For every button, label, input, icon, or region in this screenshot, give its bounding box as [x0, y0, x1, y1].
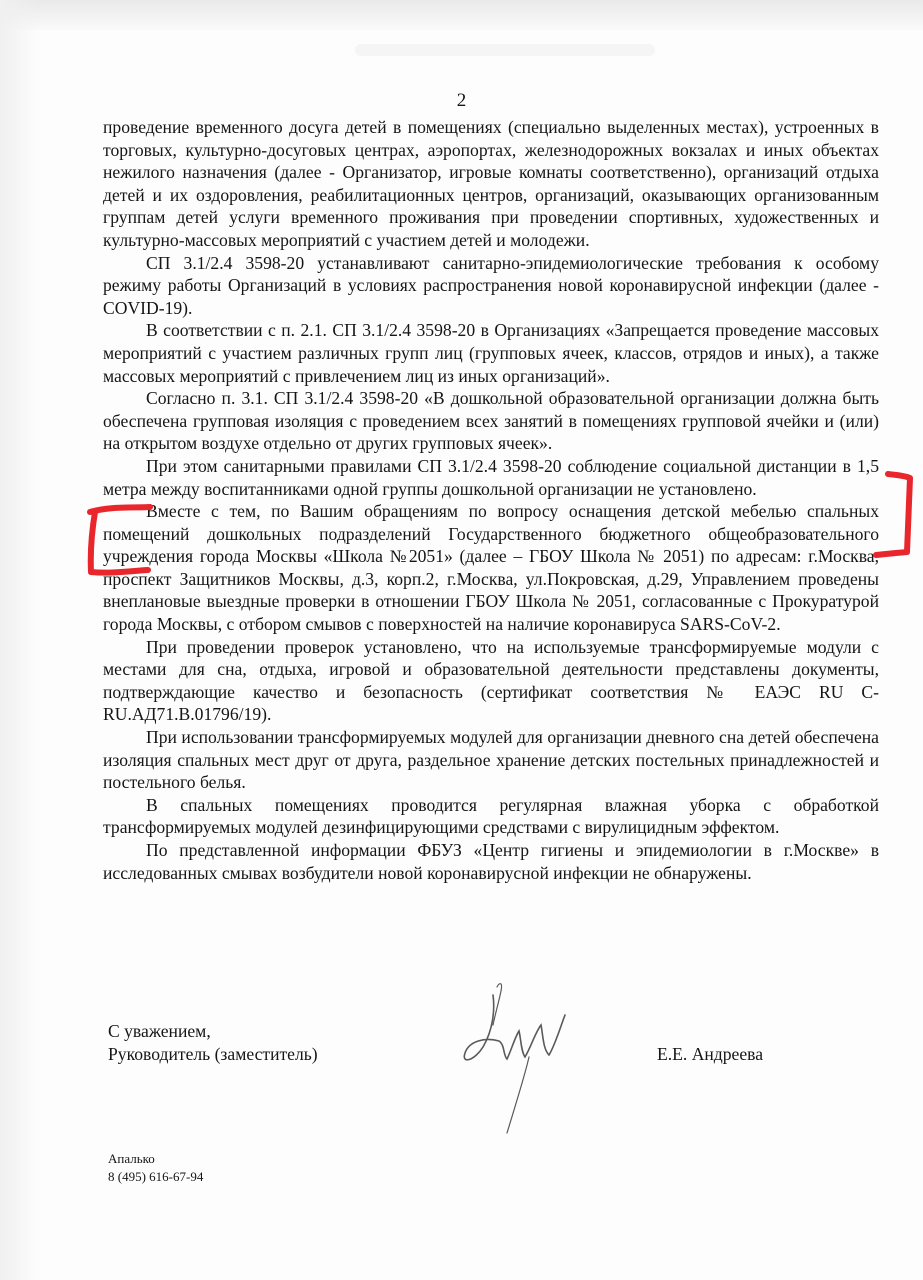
paragraph-6: Вместе с тем, по Вашим обращениям по вопросу оснащения детской мебелью спальных помещений дошкольных подразделений Государственного бюджетного общеобразовательного учреждения города Москвы «Школа №2051» (далее – ГБОУ Школа № 2051) по адресам: г.Москва, проспект Защитников Москвы, д.3, корп.2, г.Москва, ул.Покровская, д.29, Управлением проведены внеплановые выездные проверки в отношении ГБОУ Школа № 2051, согласованные с Прокуратурой города Москвы, с отбором смывов с поверхностей на наличие коронавируса SARS-CoV-2.	[103, 501, 879, 635]
scan-top-edge	[0, 0, 923, 30]
executor-phone: 8 (495) 616-67-94	[108, 1169, 204, 1184]
paragraph-4: Согласно п. 3.1. СП 3.1/2.4 3598-20 «В дошкольной образовательной организации должна быть обеспечена групповая изоляция с проведением всех занятий в помещениях групповой ячейки и (или) на открытом воздухе отдельно от других групповых ячеек».	[103, 388, 879, 454]
signer-name: Е.Е. Андреева	[657, 1044, 764, 1064]
paragraph-3: В соответствии с п. 2.1. СП 3.1/2.4 3598-20 в Организациях «Запрещается проведение массовых мероприятий с участием различных групп лиц (групповых ячеек, классов, отрядов и иных), а также массовых мероприятий с привлечением лиц из иных организаций».	[103, 320, 879, 386]
executor-name: Апалько	[108, 1151, 155, 1166]
handwritten-signature	[455, 975, 585, 1140]
closing-phrase: С уважением,	[108, 1021, 211, 1041]
executor-info	[108, 1150, 203, 1186]
paragraph-10: По представленной информации ФБУЗ «Центр гигиены и эпидемиологии в г.Москве» в исследованных смывах возбудители новой коронавирусной инфекции не обнаружены.	[103, 840, 879, 883]
faint-header-bleed	[355, 44, 655, 56]
signer-position: Руководитель (заместитель)	[108, 1044, 318, 1064]
paragraph-2: СП 3.1/2.4 3598-20 устанавливают санитарно-эпидемиологические требования к особому режиму работы Организаций в условиях распространения новой коронавирусной инфекции (далее - COVID-19).	[103, 252, 879, 318]
red-bracket-annotation	[70, 470, 920, 580]
page-number: 2	[456, 90, 467, 111]
scan-left-edge	[0, 0, 40, 1280]
paragraph-7: При проведении проверок установлено, что на используемые трансформируемые модули с местами для сна, отдыха, игровой и образовательной деятельности представлены документы, подтверждающие качество и безопасность (сертификат соответствия № ЕАЭС RU C- RU.АД71.В.01796/19).	[103, 636, 879, 725]
paragraph-9: В спальных помещениях проводится регулярная влажная уборка с обработкой трансформируемых модулей дезинфицирующими средствами с вирулицидным эффектом.	[103, 794, 879, 838]
paragraph-1: проведение временного досуга детей в помещениях (специально выделенных местах), устроенных в торговых, культурно-досуговых центрах, аэропортах, железнодорожных вокзалах и иных объектах нежилого назначения (далее - Организатор, игровые комнаты соответственно), организаций отдыха детей и их оздоровления, реабилитационных центров, организаций, оказывающих организованным группам детей услуги временного проживания при проведении спортивных, художественных и культурно-массовых мероприятий с участием детей и молодежи.	[103, 117, 879, 250]
signature-block	[108, 1020, 318, 1066]
paragraph-5-highlighted: При этом санитарными правилами СП 3.1/2.4 3598-20 соблюдение социальной дистанции в 1,5 метра между воспитанниками одной группы дошкольной организации не установлено.	[103, 455, 879, 499]
paragraph-8: При использовании трансформируемых модулей для организации дневного сна детей обеспечена изоляция спальных мест друг от друга, раздельное хранение детских постельных принадлежностей и постельного белья.	[103, 727, 879, 793]
